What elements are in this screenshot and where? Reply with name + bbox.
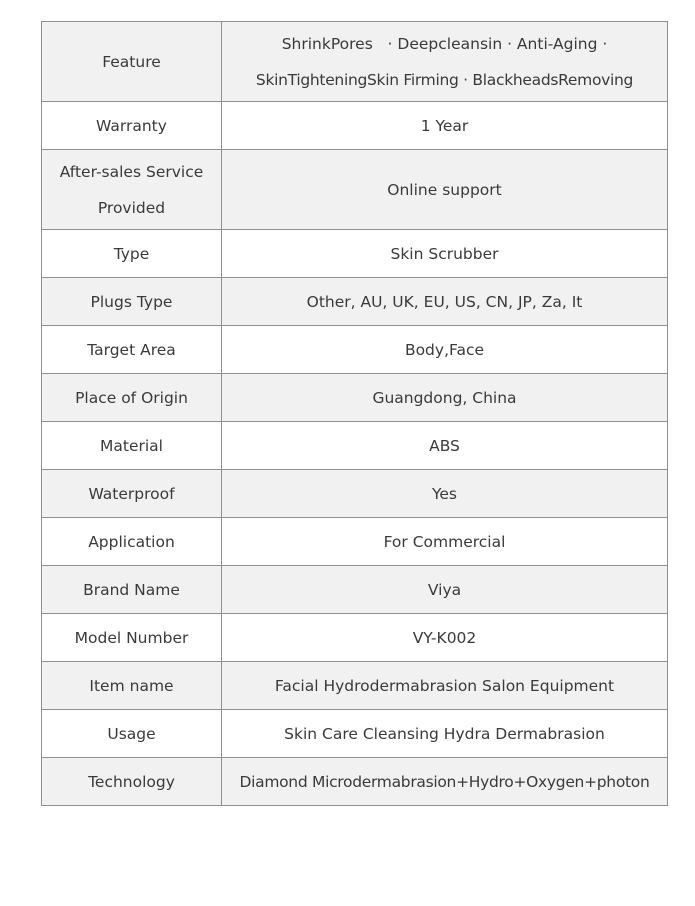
row-value-line: SkinTighteningSkin Firming · BlackheadsRemoving — [255, 70, 634, 89]
row-value: ABS — [429, 436, 460, 455]
row-label: Technology — [88, 772, 175, 791]
table-row-plugs-type — [42, 278, 668, 326]
row-value: Other, AU, UK, EU, US, CN, JP, Za, It — [306, 292, 583, 311]
row-label: Usage — [107, 724, 156, 743]
row-label: Material — [100, 436, 163, 455]
label-cell — [42, 150, 222, 230]
row-value: Body,Face — [404, 340, 485, 359]
row-label: Feature — [102, 52, 161, 71]
label-cell — [42, 278, 222, 326]
value-cell — [222, 374, 668, 422]
table-row-target-area — [42, 326, 668, 374]
row-label: Place of Origin — [75, 388, 188, 407]
row-label-line: After-sales Service — [59, 162, 204, 181]
row-value: Guangdong, China — [372, 388, 517, 407]
row-value: 1 Year — [420, 116, 469, 135]
row-label: Target Area — [87, 340, 176, 359]
table-row-after-sales — [42, 150, 668, 230]
table-row-application — [42, 518, 668, 566]
row-value: For Commercial — [383, 532, 506, 551]
row-label: Model Number — [74, 628, 189, 647]
value-cell — [222, 614, 668, 662]
table-row-place-of-origin — [42, 374, 668, 422]
row-label: Plugs Type — [90, 292, 173, 311]
table-row-material — [42, 422, 668, 470]
row-label: Type — [113, 244, 150, 263]
value-cell — [222, 662, 668, 710]
row-value-line: ShrinkPores · Deepcleansin · Anti-Aging · — [281, 34, 608, 53]
row-label: Brand Name — [83, 580, 180, 599]
value-cell — [222, 326, 668, 374]
row-label: Warranty — [96, 116, 167, 135]
label-cell — [42, 470, 222, 518]
value-cell — [222, 230, 668, 278]
row-label: Item name — [89, 676, 174, 695]
row-label-line: Provided — [97, 198, 166, 217]
table-row-warranty — [42, 102, 668, 150]
value-cell — [222, 278, 668, 326]
row-value: Skin Care Cleansing Hydra Dermabrasion — [284, 724, 605, 743]
label-cell — [42, 566, 222, 614]
spec-table — [41, 21, 668, 806]
value-cell — [222, 758, 668, 806]
label-cell — [42, 230, 222, 278]
value-cell — [222, 422, 668, 470]
row-value: Viya — [427, 580, 462, 599]
label-cell — [42, 710, 222, 758]
table-row-feature — [42, 22, 668, 102]
label-cell — [42, 662, 222, 710]
value-cell — [222, 710, 668, 758]
row-value: Facial Hydrodermabrasion Salon Equipment — [274, 676, 615, 695]
row-value: Diamond Microdermabrasion+Hydro+Oxygen+photon — [239, 772, 650, 791]
row-value: VY-K002 — [412, 628, 477, 647]
table-row-type — [42, 230, 668, 278]
table-row-usage — [42, 710, 668, 758]
row-label: Application — [88, 532, 175, 551]
label-cell — [42, 22, 222, 102]
value-cell — [222, 150, 668, 230]
label-cell — [42, 422, 222, 470]
table-row-technology — [42, 758, 668, 806]
label-cell — [42, 518, 222, 566]
label-cell — [42, 326, 222, 374]
table-row-brand-name — [42, 566, 668, 614]
value-cell — [222, 22, 668, 102]
row-label: Waterproof — [88, 484, 175, 503]
value-cell — [222, 102, 668, 150]
row-value: Yes — [431, 484, 458, 503]
label-cell — [42, 614, 222, 662]
value-cell — [222, 470, 668, 518]
value-cell — [222, 518, 668, 566]
label-cell — [42, 102, 222, 150]
row-value: Online support — [387, 180, 502, 199]
label-cell — [42, 374, 222, 422]
row-value: Skin Scrubber — [390, 244, 499, 263]
table-row-model-number — [42, 614, 668, 662]
label-cell — [42, 758, 222, 806]
value-cell — [222, 566, 668, 614]
table-row-waterproof — [42, 470, 668, 518]
table-row-item-name — [42, 662, 668, 710]
